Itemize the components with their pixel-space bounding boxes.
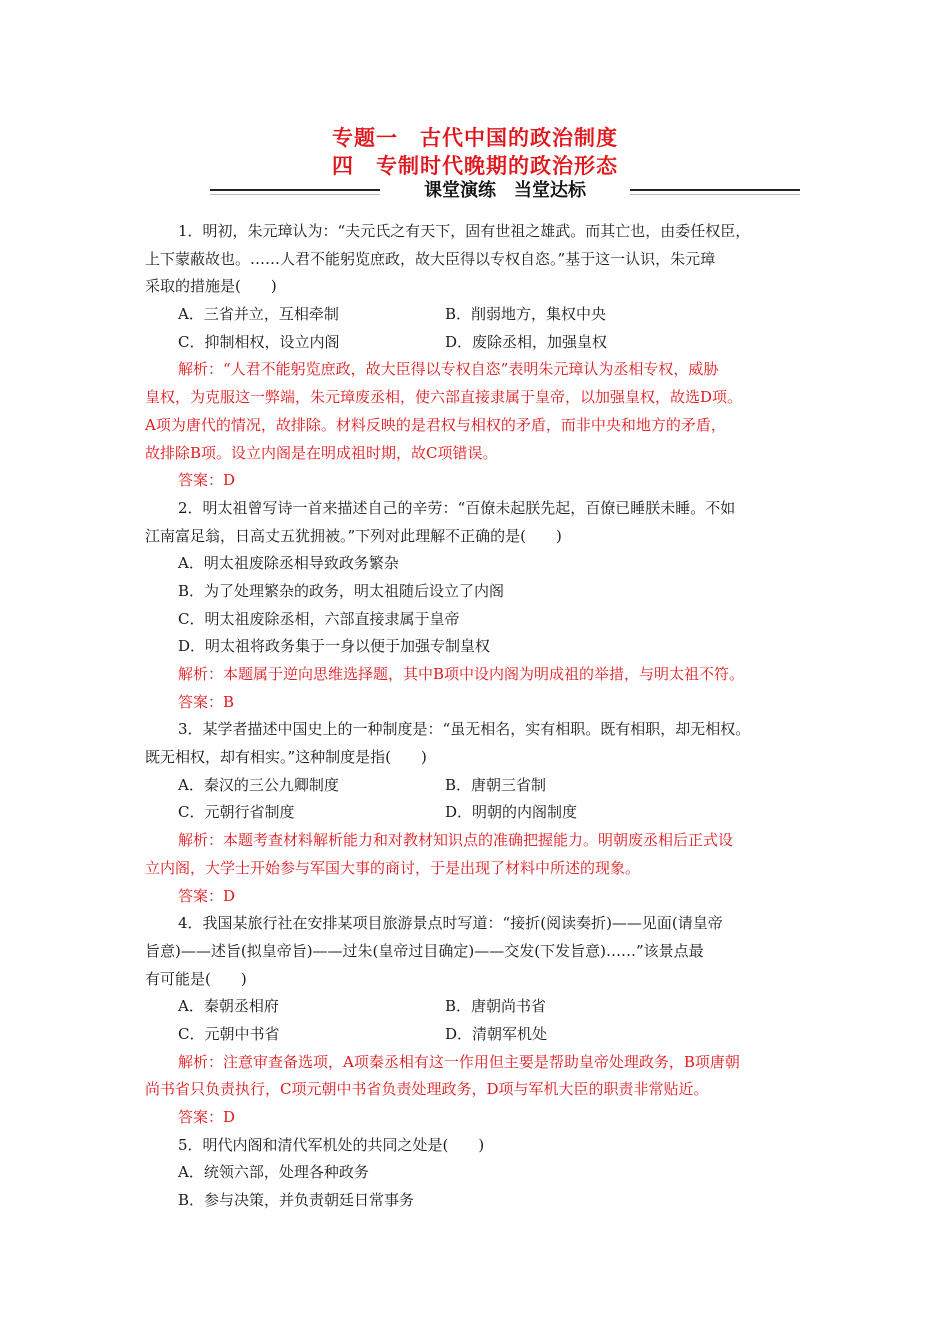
section-banner bbox=[210, 178, 800, 200]
option-row bbox=[145, 1021, 813, 1049]
option-a: A．统领六部，处理各种政务 bbox=[178, 1163, 369, 1182]
section-title: 课堂演练 当堂达标 bbox=[424, 180, 586, 201]
analysis-line: 故排除B项。设立内阁是在明成祖时期，故C项错误。 bbox=[145, 443, 498, 462]
question-stem: 1．明初，朱元璋认为：“夫元氏之有天下，固有世祖之雄武。而其亡也，由委任权臣， bbox=[178, 222, 751, 240]
option-row bbox=[145, 301, 813, 329]
option-b: B．唐朝尚书省 bbox=[445, 997, 547, 1016]
analysis-text bbox=[145, 827, 813, 855]
analysis-line: 本题属于逆向思维选择题，其中B项中设内阁为明成祖的举措，与明太祖不符。 bbox=[223, 665, 745, 683]
analysis-label: 解析： bbox=[178, 360, 224, 379]
option-row bbox=[145, 329, 813, 357]
option-a: A．秦朝丞相府 bbox=[178, 997, 279, 1016]
analysis-text bbox=[145, 356, 813, 384]
analysis-line: 立内阁，大学士开始参与军国大事的商讨，于是出现了材料中所述的现象。 bbox=[145, 858, 641, 877]
divider-left bbox=[210, 189, 380, 191]
analysis-text bbox=[145, 661, 813, 689]
question-stem: 既无相权，却有相实。”这种制度是指( ) bbox=[145, 748, 427, 767]
option-row bbox=[145, 772, 813, 800]
analysis-line: 本题考查材料解析能力和对教材知识点的准确把握能力。明朝废丞相后正式设 bbox=[223, 831, 734, 850]
question-stem: 3．某学者描述中国史上的一种制度是：“虽无相名，实有相职。既有相职，却无相权。 bbox=[178, 720, 751, 739]
question-stem: 4．我国某旅行社在安排某项目旅游景点时写道：“接折(阅读奏折)——见面(请皇帝 bbox=[178, 914, 723, 933]
option-b: B．为了处理繁杂的政务，明太祖随后设立了内阁 bbox=[178, 581, 505, 600]
option-a: A．秦汉的三公九卿制度 bbox=[178, 775, 339, 794]
analysis-line: 皇权，为克服这一弊端，朱元璋废丞相，使六部直接隶属于皇帝，以加强皇权，故选D项。 bbox=[145, 388, 743, 407]
question-stem: 旨意)——述旨(拟皇帝旨)——过朱(皇帝过目确定)——交发(下发旨意)……”该景点最 bbox=[145, 941, 704, 960]
page-subtitle: 四 专制时代晚期的政治形态 bbox=[332, 154, 618, 178]
answer: 答案：D bbox=[178, 886, 236, 905]
option-b: B．削弱地方，集权中央 bbox=[445, 305, 607, 324]
option-b: B．唐朝三省制 bbox=[445, 775, 547, 794]
question-stem: 上下蒙蔽故也。……人君不能躬览庶政，故大臣得以专权自恣。”基于这一认识，朱元璋 bbox=[145, 249, 716, 268]
option-c: C．明太祖废除丞相，六部直接隶属于皇帝 bbox=[178, 609, 460, 628]
question-stem: 有可能是( ) bbox=[145, 969, 247, 988]
analysis-line: 尚书省只负责执行，C项元朝中书省负责处理政务，D项与军机大臣的职责非常贴近。 bbox=[145, 1080, 709, 1099]
answer: 答案：D bbox=[178, 471, 236, 490]
analysis-label: 解析： bbox=[178, 831, 224, 850]
option-b: B．参与决策，并负责朝廷日常事务 bbox=[178, 1191, 415, 1210]
analysis-line: 注意审查备选项，A项秦丞相有这一作用但主要是帮助皇帝处理政务，B项唐朝 bbox=[223, 1052, 740, 1071]
analysis-text bbox=[145, 1049, 813, 1077]
divider-left-shadow bbox=[210, 194, 380, 195]
question-stem: 5．明代内阁和清代军机处的共同之处是( ) bbox=[178, 1135, 485, 1154]
analysis-label: 解析： bbox=[178, 1052, 224, 1071]
question-stem: 2．明太祖曾写诗一首来描述自己的辛劳：“百僚未起朕先起，百僚已睡朕未睡。不如 bbox=[178, 498, 736, 517]
analysis-line: “人君不能躬览庶政，故大臣得以专权自恣”表明朱元璋认为丞相专权，威胁 bbox=[223, 360, 719, 379]
answer: 答案：B bbox=[178, 692, 235, 711]
question-stem: 江南富足翁，日高丈五犹拥被。”下列对此理解不正确的是( ) bbox=[145, 526, 562, 545]
option-d: D．废除丞相，加强皇权 bbox=[445, 332, 608, 351]
question-list bbox=[145, 218, 813, 1215]
option-d: D．明太祖将政务集于一身以便于加强专制皇权 bbox=[178, 637, 491, 656]
question-stem: 采取的措施是( ) bbox=[145, 277, 277, 296]
option-d: D．明朝的内阁制度 bbox=[445, 803, 578, 822]
option-c: C．元朝中书省 bbox=[178, 1024, 280, 1043]
option-c: C．元朝行省制度 bbox=[178, 803, 295, 822]
option-c: C．抑制相权，设立内阁 bbox=[178, 332, 340, 351]
divider-right bbox=[630, 189, 800, 191]
option-row bbox=[145, 993, 813, 1021]
answer: 答案：D bbox=[178, 1108, 236, 1126]
option-d: D．清朝军机处 bbox=[445, 1024, 548, 1043]
option-a: A．三省并立，互相牵制 bbox=[178, 305, 339, 324]
analysis-label: 解析： bbox=[178, 665, 224, 683]
analysis-line: A项为唐代的情况，故排除。材料反映的是君权与相权的矛盾，而非中央和地方的矛盾， bbox=[145, 415, 726, 434]
option-a: A．明太祖废除丞相导致政务繁杂 bbox=[178, 554, 399, 573]
divider-right-shadow bbox=[630, 194, 800, 195]
option-row bbox=[145, 799, 813, 827]
page-title: 专题一 古代中国的政治制度 bbox=[332, 126, 618, 150]
